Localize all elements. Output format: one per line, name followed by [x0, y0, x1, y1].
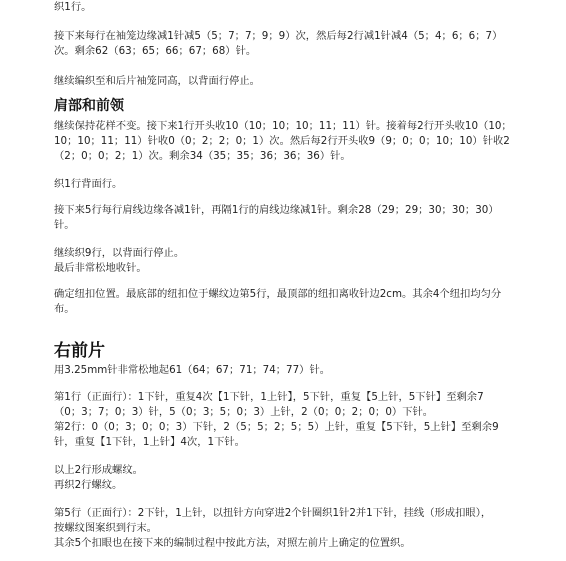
text-line: （0；3；7；0；3）针，5（0；3；5；0；3）上针，2（0；0；2；0；0）下针。: [54, 406, 434, 418]
paragraph-armhole-decrease: [54, 29, 502, 59]
text-line: （2；0；0；2；1）次。剩余34（35；35；36；36；36）针。: [54, 150, 351, 162]
paragraph-rib-pattern: [54, 463, 143, 493]
heading-right-front: [54, 341, 105, 362]
heading-text: 肩部和前领: [54, 98, 124, 114]
text-line: 以上2行形成螺纹。: [54, 464, 143, 476]
text-line: 第1行（正面行）：1下针，重复4次【1下针，1上针】，5下针，重复【5上针，5下针】至剩余7: [54, 391, 484, 403]
text-line: 第5行（正面行）：2下针，1上针，以扭针方向穿进2个针圈织1针2并1下针，挂线（形成扣眼），: [54, 507, 492, 519]
paragraph-shoulder-bind-off: [54, 119, 512, 164]
text-line: 其余5个扣眼也在接下来的编制过程中按此方法，对照左前片上确定的位置织。: [54, 537, 411, 549]
paragraph-button-positions: [54, 287, 501, 317]
text-line: 第2行：0（0；3；0；0；3）下针，2（5；5；2；5；5）上针，重复【5下针，5上针】至剩余9: [54, 421, 499, 433]
document-page: [54, 0, 554, 561]
text-line: 织1行。: [54, 1, 92, 13]
text-line: 布。: [54, 303, 75, 315]
paragraph-continue-to-armhole: [54, 74, 260, 89]
text-line: 接下来5行每行肩线边缘各减1针，再隔1行的肩线边缘减1针。剩余28（29；29；30；30；30）: [54, 204, 499, 216]
text-line: 最后非常松地收针。: [54, 262, 147, 274]
text-line: 接下来每行在袖笼边缘减1针减5（5；7；7；9；9）次，然后每2行减1针减4（5；4；6；6；7）: [54, 30, 503, 42]
text-line: 10；10；11；11）针收0（0；2；2；0；1）次。然后每2行开头收9（9；0；0；10；10）针收2: [54, 135, 510, 147]
text-line: 针。: [54, 219, 75, 231]
text-line: 确定纽扣位置。最底部的纽扣位于螺纹边第5行，最顶部的纽扣离收针边2cm。其余4个纽扣均匀分: [54, 288, 502, 300]
paragraph-continue-nine-rows: [54, 246, 184, 276]
text-line: 用3.25mm针非常松地起61（64；67；71；74；77）针。: [54, 364, 331, 376]
text-line: 继续织9行，以背面行停止。: [54, 247, 185, 259]
paragraph-knit-one-row: [54, 0, 91, 15]
heading-text: 右前片: [54, 341, 105, 361]
text-line: 织1行背面行。: [54, 178, 123, 190]
heading-shoulder-and-neck: [54, 97, 124, 115]
paragraph-cast-on: [54, 363, 330, 378]
text-line: 继续保持花样不变。接下来1行开头收10（10；10；10；11；11）针。接着每2行开头收10（10；: [54, 120, 512, 132]
text-line: 次。剩余62（63；65；66；67；68）针。: [54, 45, 257, 57]
paragraph-buttonhole-row: [54, 506, 491, 551]
text-line: 再织2行螺纹。: [54, 479, 123, 491]
text-line: 继续编织至和后片袖笼同高，以背面行停止。: [54, 75, 260, 87]
paragraph-knit-wrong-side-row: [54, 177, 122, 192]
text-line: 按螺纹图案织到行末。: [54, 522, 157, 534]
paragraph-shoulder-line-decrease: [54, 203, 499, 233]
text-line: 针，重复【1下针，1上针】4次，1下针。: [54, 436, 245, 448]
paragraph-rib-rows: [54, 390, 499, 450]
